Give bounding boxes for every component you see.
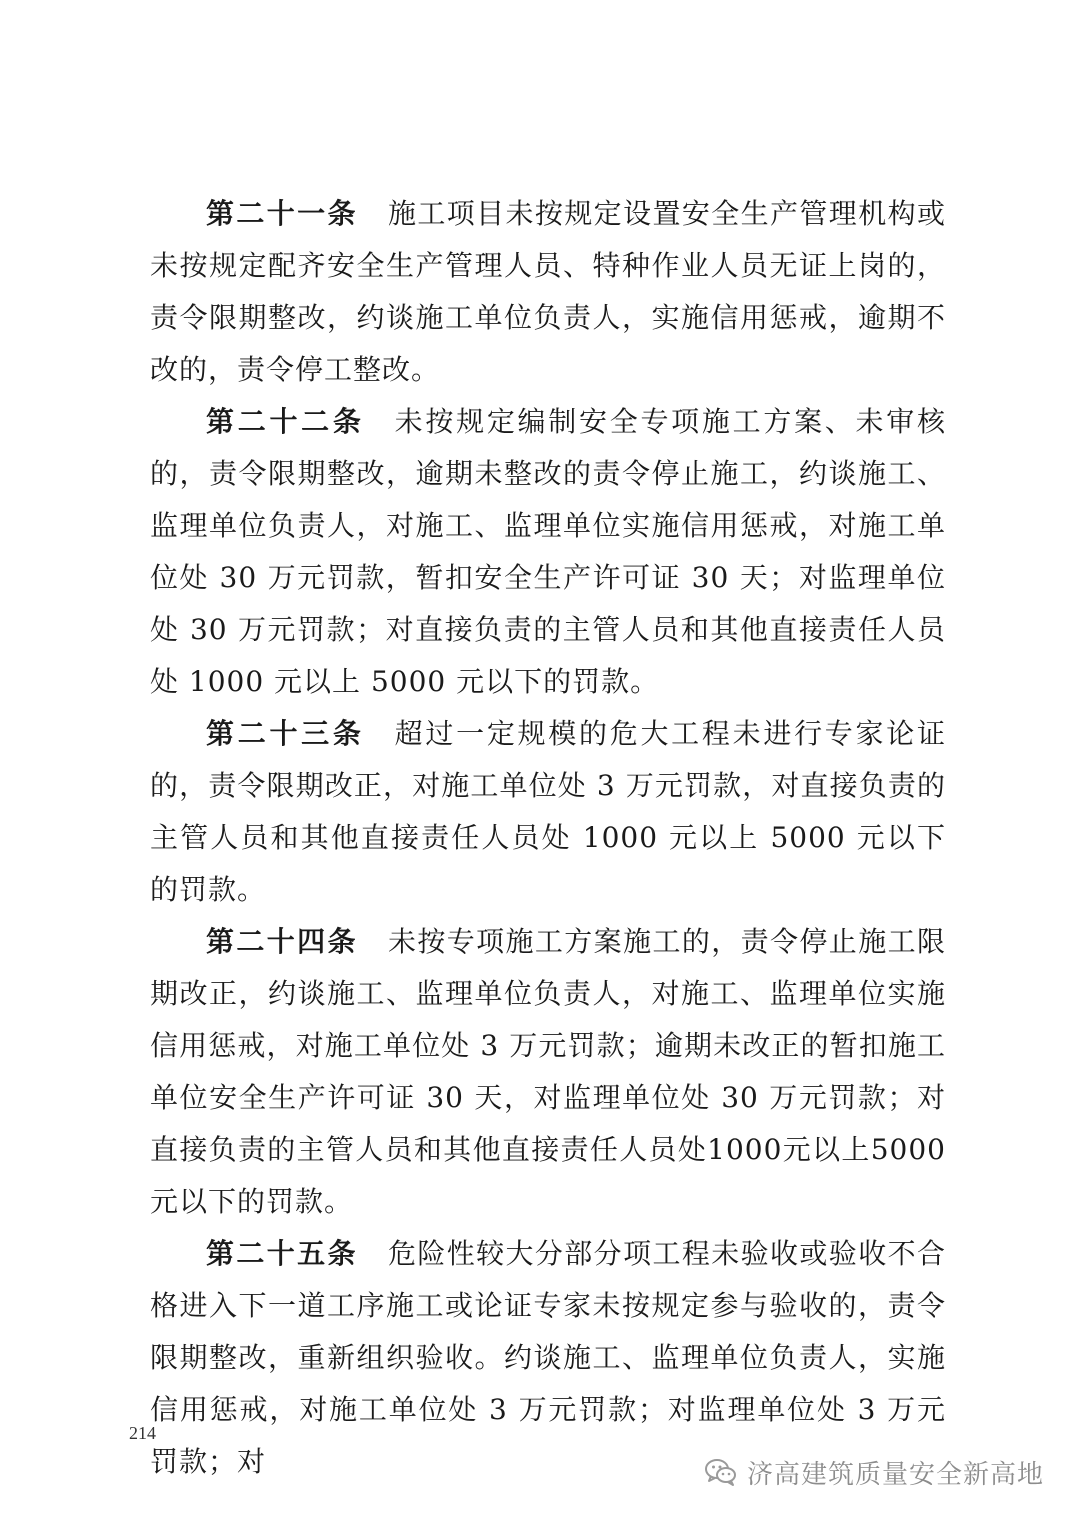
article-heading: 第二十三条	[206, 717, 365, 750]
article-23	[150, 708, 946, 916]
article-22	[150, 396, 946, 708]
document-body	[150, 188, 946, 1488]
article-25	[150, 1228, 946, 1488]
article-heading: 第二十一条	[206, 197, 358, 230]
watermark-text: 济高建筑质量安全新高地	[746, 1459, 1044, 1490]
article-text: 施工项目未按规定设置安全生产管理机构或未按规定配齐安全生产管理人员、特种作业人员无证上岗的，责令限期整改，约谈施工单位负责人，实施信用惩戒，逾期不改的，责令停工整改。	[150, 197, 946, 386]
article-heading: 第二十四条	[206, 925, 358, 958]
article-text: 危险性较大分部分项工程未验收或验收不合格进入下一道工序施工或论证专家未按规定参与验收的，责令限期整改，重新组织验收。约谈施工、监理单位负责人，实施信用惩戒，对施工单位处 3 万元罚款；对监理单位处 3 万元罚款；对	[150, 1237, 946, 1478]
article-21	[150, 188, 946, 396]
page-number: 214	[129, 1423, 156, 1443]
wechat-icon	[703, 1454, 739, 1490]
watermark	[703, 1450, 1044, 1494]
article-text: 超过一定规模的危大工程未进行专家论证的，责令限期改正，对施工单位处 3 万元罚款，对直接负责的主管人员和其他直接责任人员处 1000 元以上 5000 元以下的罚款。	[150, 717, 946, 906]
article-heading: 第二十五条	[206, 1237, 358, 1270]
article-heading: 第二十二条	[206, 405, 365, 438]
article-text: 未按规定编制安全专项施工方案、未审核的，责令限期整改，逾期未整改的责令停止施工，约谈施工、监理单位负责人，对施工、监理单位实施信用惩戒，对施工单位处 30 万元罚款，暂扣安全生产许可证 30 天；对监理单位处 30 万元罚款；对直接负责的主管人员和其他直接责任人员处 1000 元以上 5000 元以下的罚款。	[150, 405, 946, 698]
article-text: 未按专项施工方案施工的，责令停止施工限期改正，约谈施工、监理单位负责人，对施工、监理单位实施信用惩戒，对施工单位处 3 万元罚款；逾期未改正的暂扣施工单位安全生产许可证 30 天，对监理单位处 30 万元罚款；对直接负责的主管人员和其他直接责任人员处1000元以上5000元以下的罚款。	[150, 925, 946, 1218]
article-24	[150, 916, 946, 1228]
